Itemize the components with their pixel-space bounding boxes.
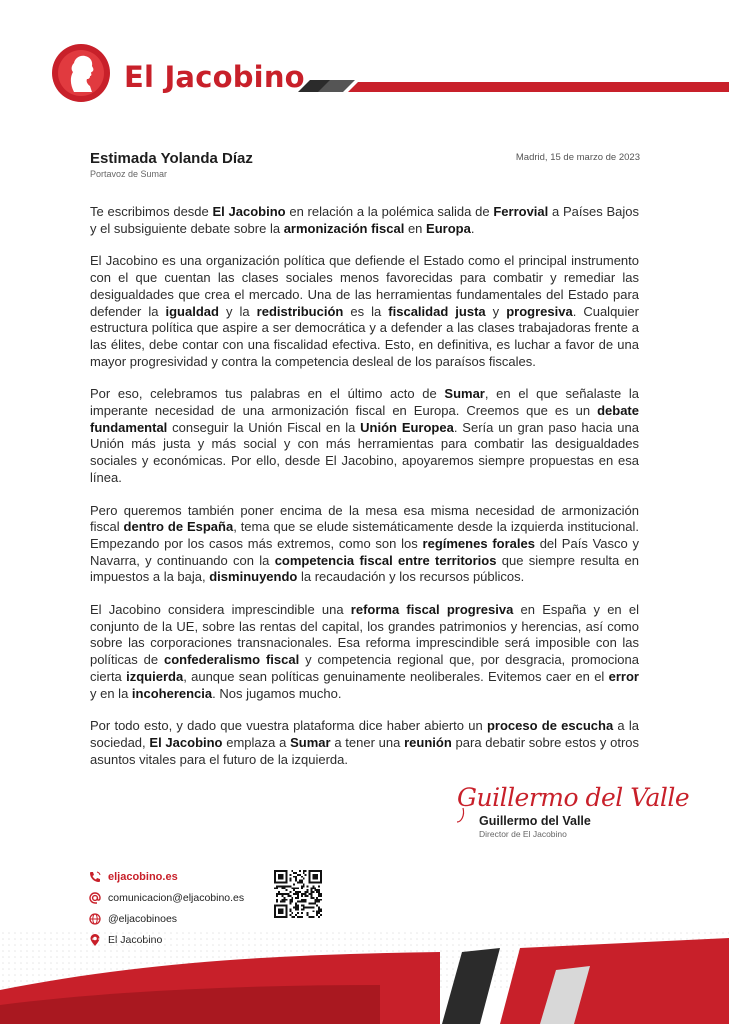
letter-date: Madrid, 15 de marzo de 2023	[515, 152, 640, 163]
paragraph-text: en España y en el conjunto de la UE, sobre las rentas del capital, los grandes patrimonios y herencias, así como sobre las corporaciones transnacionales. Esa reforma imprescindible será imposible con las políticas de	[90, 602, 639, 668]
at-icon	[88, 891, 102, 905]
emphasis-text: fiscalidad justa	[388, 303, 486, 319]
letter-paragraph	[90, 204, 639, 237]
emphasis-text: progresiva	[506, 303, 573, 319]
globe-icon	[88, 912, 102, 926]
paragraph-text: conseguir la Unión Fiscal en la	[167, 419, 361, 435]
paragraph-text: . Sería un gran paso hacia una Unión más justa y más social y con más herramientas para combatir las desigualdades sociales y económicas. Por ello, desde El Jacobino, apoyaremos siempre propuestas en esa línea.	[90, 419, 640, 485]
recipient-role: Portavoz de Sumar	[90, 169, 168, 179]
emphasis-text: redistribución	[256, 303, 344, 319]
letter-paragraph	[90, 386, 639, 486]
phone-icon	[88, 870, 102, 884]
emphasis-text: El Jacobino	[212, 204, 286, 219]
paragraph-text: en relación a la polémica salida de	[285, 204, 494, 219]
letter-paragraph	[90, 602, 639, 702]
emphasis-text: armonización fiscal	[283, 220, 405, 236]
emphasis-text: Sumar	[444, 386, 485, 402]
emphasis-text: error	[608, 668, 639, 684]
emphasis-text: igualdad	[165, 303, 219, 319]
emphasis-text: Ferrovial	[493, 204, 549, 219]
paragraph-text: del País Vasco y Navarra, y continuando con la	[90, 535, 639, 568]
signer-role: Director de El Jacobino	[479, 829, 567, 839]
contact-website[interactable]	[88, 866, 244, 887]
contact-social[interactable]	[88, 908, 244, 929]
paragraph-text: , aunque sean políticas genuinamente neoliberales. Evitemos caer en el	[183, 668, 609, 684]
brand-name: El Jacobino	[124, 60, 305, 94]
emphasis-text: Europa	[426, 220, 471, 236]
paragraph-text: que siempre resulta en impuestos a la baja,	[90, 552, 639, 585]
paragraph-text: a Países Bajos y el subsiguiente debate sobre la	[90, 204, 639, 236]
paragraph-text: es la	[343, 303, 389, 319]
emphasis-text: izquierda	[126, 668, 184, 684]
contact-text: eljacobino.es	[108, 870, 178, 883]
letter-body	[90, 204, 639, 784]
contact-email[interactable]	[88, 887, 244, 908]
letter-paragraph	[90, 718, 639, 768]
paragraph-text: El Jacobino es una organización política que defiende el Estado como el principal instrumento con el que cuentan las clases sociales menos favorecidas para combatir y remediar las desigualdades que crea el mercado. Una de las herramientas fundamentales del Estado para defender la	[90, 253, 639, 319]
paragraph-text: El Jacobino considera imprescindible una	[90, 602, 351, 618]
paragraph-text: Por eso, celebramos tus palabras en el último acto de	[90, 386, 445, 402]
emphasis-text: confederalismo fiscal	[163, 652, 300, 668]
paragraph-text: en	[404, 220, 427, 236]
emphasis-text: competencia fiscal entre territorios	[274, 552, 497, 568]
paragraph-text: y la	[218, 303, 257, 319]
qr-code[interactable]	[274, 870, 322, 918]
contact-text: @eljacobinoes	[108, 912, 178, 925]
emphasis-text: incoherencia	[131, 685, 213, 701]
emphasis-text: reforma fiscal progresiva	[350, 602, 514, 618]
emphasis-text: El Jacobino	[149, 734, 223, 750]
paragraph-text: , en el que señalaste la imperante necesidad de una armonización fiscal en Europa. Creemos que es un	[90, 386, 639, 419]
svg-text:Guillermo del Valle: Guillermo del Valle	[457, 783, 690, 812]
letterhead	[0, 0, 729, 110]
logo-profile-icon	[52, 44, 110, 102]
recipient-name: Estimada Yolanda Díaz	[90, 150, 253, 167]
emphasis-text: disminuyendo	[209, 569, 298, 585]
paragraph-text: .	[470, 220, 475, 236]
paragraph-text: y	[485, 303, 507, 319]
emphasis-text: Sumar	[290, 734, 331, 750]
paragraph-text: emplaza a	[222, 734, 291, 750]
paragraph-text: y en la	[90, 685, 132, 701]
emphasis-text: dentro de España	[123, 519, 234, 535]
paragraph-text: para debatir sobre estos y otros asuntos vitales para el futuro de la izquierda.	[90, 734, 640, 767]
emphasis-text: reunión	[404, 734, 452, 750]
signer-name: Guillermo del Valle	[479, 814, 591, 828]
paragraph-text: la recaudación y los recursos públicos.	[297, 569, 525, 585]
paragraph-text: Por todo esto, y dado que vuestra plataforma dice haber abierto un	[90, 718, 487, 734]
footer-band	[0, 930, 729, 1024]
emphasis-text: proceso de escucha	[486, 718, 614, 734]
emphasis-text: debate fundamental	[90, 403, 639, 435]
paragraph-text: , tema que se elude sistemáticamente desde la izquierda institucional. Empezando por los casos más extremos, como son los	[90, 519, 640, 551]
paragraph-text: . Nos jugamos mucho.	[212, 685, 342, 701]
emphasis-text: regímenes forales	[422, 535, 535, 551]
emphasis-text: Unión Europea	[360, 419, 454, 435]
paragraph-text: y competencia regional que, por desgracia, promociona cierta	[90, 652, 639, 684]
recipient-block	[90, 150, 253, 179]
paragraph-text: Te escribimos desde	[90, 204, 213, 219]
paragraph-text: a tener una	[330, 734, 405, 750]
paragraph-text: . Cualquier estructura política que aspire a ser democrática y a defender a las clases trabajadoras frente a las élites, debe contar con una fiscalidad efectiva. Esto, en definitiva, es luchar a favor de una mayor progresividad y contra la competencia desleal de los paraísos fiscales.	[90, 303, 639, 369]
letter-paragraph	[90, 503, 639, 587]
contact-text: comunicacion@eljacobino.es	[108, 891, 245, 904]
header-stripes	[290, 78, 729, 92]
letter-paragraph	[90, 253, 639, 370]
paragraph-text: Pero queremos también poner encima de la mesa esa misma necesidad de armonización fiscal	[90, 502, 639, 535]
paragraph-text: a la sociedad,	[90, 718, 639, 750]
